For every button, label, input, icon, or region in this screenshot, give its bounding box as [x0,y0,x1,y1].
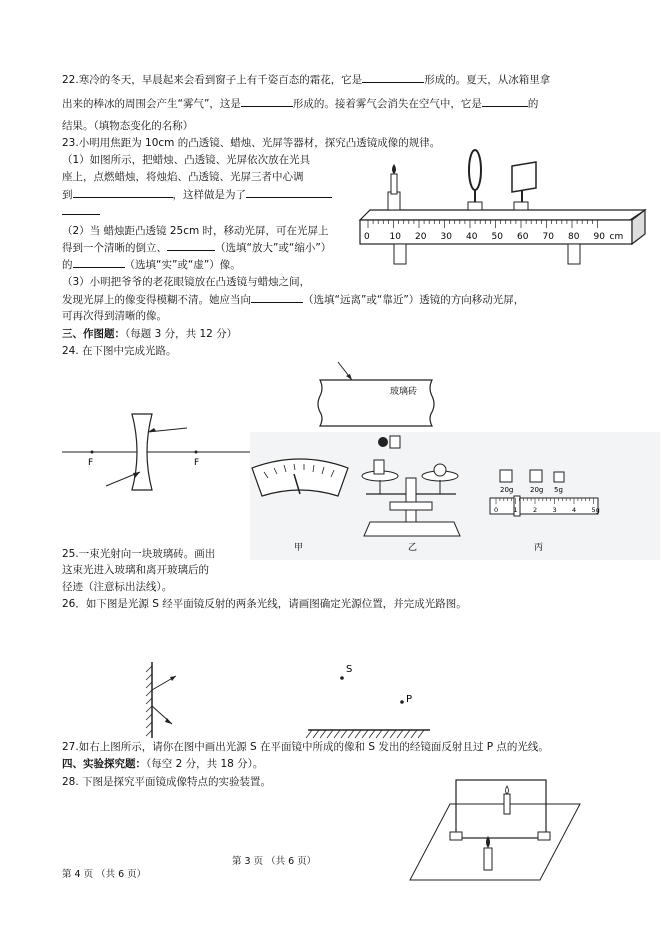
q23-blank-2-cont [62,204,100,219]
q26-text: 26．如下图是光源 S 经平面镜反射的两条光线，请画图确定光源位置，并完成光路图。 [62,598,467,610]
q23-p3d: 可再次得到清晰的像。 [62,310,167,322]
weight-1-label: 20g [500,486,514,494]
q23-p2b-line: 得到一个清晰的倒立、 （选填“放大”或“缩小”） [62,242,332,254]
paper-sheet [410,804,580,880]
vertical-mirror-figure [140,660,210,740]
point-p [400,700,404,704]
q25-line2: 这束光进入玻璃和离开玻璃后的 [62,564,209,576]
measurement-figure [250,432,660,560]
candle-behind [504,794,510,814]
bench-tick-label: 50 [491,232,503,242]
bench-tick-label: 10 [389,232,401,242]
concave-lens-figure [62,410,252,500]
rider-tick-label: 4 [572,506,577,514]
footer-left: 第 4 页 （共 6 页） [62,869,147,880]
q23-blank-2[interactable] [246,187,332,198]
glass-label: 玻璃砖 [390,387,418,397]
bench-tick-label: 0 [364,232,370,242]
bench-tick-label: 70 [542,232,554,242]
source-label-s: S [346,664,353,675]
label-bing: 丙 [534,543,544,553]
q28-text: 28. 下图是探究平面镜成像特点的实验装置。 [62,776,272,788]
q22-blank-2[interactable] [241,96,293,107]
flame-icon [392,164,396,174]
convex-lens [469,150,481,190]
q22-line2: 出来的棒冰的周围会产生“雾气”，这是 形成的。接着雾气会消失在空气中，它是 的 [62,98,539,110]
bench-leg-right [568,244,580,264]
q23-p1c-line: 到 ，这样做是为了 [62,187,332,202]
plane-mirror-experiment-figure [410,774,590,884]
q25-line1: 25.一束光射向一块玻璃砖。画出 [62,548,216,560]
candle [391,174,397,194]
q23-blank-1[interactable] [73,187,173,198]
bench-tick-label: 30 [440,232,452,242]
candle-front [484,848,492,870]
q23-blank-4[interactable] [73,257,125,268]
q23-p2a: （2）当 蜡烛距凸透镜 25cm 时，移动光屏，可在光屏上 [62,225,329,237]
bench-tick-label: 60 [517,232,529,242]
q22-line1: 22.寒冷的冬天，早晨起来会看到窗子上有千姿百态的霜花，它是 形成的。夏天，从冰箱里拿 [62,74,551,86]
section-3-heading: 三、作图题：（每题 3 分，共 12 分） [62,328,238,340]
rider-tick-label: 0 [494,506,499,514]
candle-holder [388,192,400,210]
source-point-s [340,676,344,680]
point-label-p: P [406,694,413,705]
label-jia: 甲 [294,543,304,553]
glass-brick-figure [310,358,450,430]
q23-p1a: （1）如图所示，把蜡烛、凸透镜、光屏依次放在光具 [62,154,311,166]
bench-tick-label: cm [609,232,624,242]
q23-blank-3[interactable] [167,240,215,251]
q25-line3: 径迹（注意标出法线）。 [62,581,173,593]
bench-tick-label: 90 [593,232,605,242]
optical-bench-figure [360,140,660,275]
bench-tick-label: 20 [415,232,427,242]
source-mirror-figure [300,660,450,740]
balance-scale [362,436,460,536]
q23-intro: 23.小明用焦距为 10cm 的凸透镜、蜡烛、光屏等器材，探究凸透镜成像的规律。 [62,137,441,149]
focus-label-left: F [88,458,94,468]
q24-text: 24. 在下图中完成光路。 [62,345,177,357]
scale-gauge [252,459,348,496]
q23-p2d-line: 的 （选填“实”或“虚”）像。 [62,259,241,271]
rider-tick-label: 3 [552,506,557,514]
light-screen [512,162,536,192]
rider-tick-label: 5g [591,506,600,514]
q27-text: 27.如右上图所示，请你在图中画出光源 S 在平面镜中所成的像和 S 发出的经镜面反射且过 P 点的光线。 [62,741,549,753]
bench-tick-label: 80 [568,232,580,242]
q23-p3a: （3）小明把爷爷的老花眼镜放在凸透镜与蜡烛之间， [62,276,311,288]
q23-p3b-line: 发现光屏上的像变得模糊不清。她应当向 （选填“远离”或“靠近”）透镜的方向移动光屏， [62,294,525,306]
q22-blank-3[interactable] [482,96,528,107]
bench-leg-left [394,244,406,264]
q23-p1b: 座上，点燃蜡烛，将烛焰、凸透镜、光屏三者中心调 [62,171,304,183]
q22-blank-1[interactable] [362,72,424,83]
weight-2-label: 20g [530,486,544,494]
focus-label-right: F [194,458,200,468]
weight-3-label: 5g [554,486,563,494]
label-yi: 乙 [408,543,418,553]
bench-top [360,210,645,220]
section-4-heading: 四、实验探究题：（每空 2 分，共 18 分）。 [62,758,264,770]
rider-tick-label: 1 [513,506,518,514]
footer-center: 第 3 页 （共 6 页） [232,856,317,867]
q22-line3: 结果。（填物态变化的名称） [62,120,194,132]
q23-blank-5[interactable] [251,292,303,303]
rider-tick-label: 2 [533,506,538,514]
bench-tick-label: 40 [466,232,478,242]
